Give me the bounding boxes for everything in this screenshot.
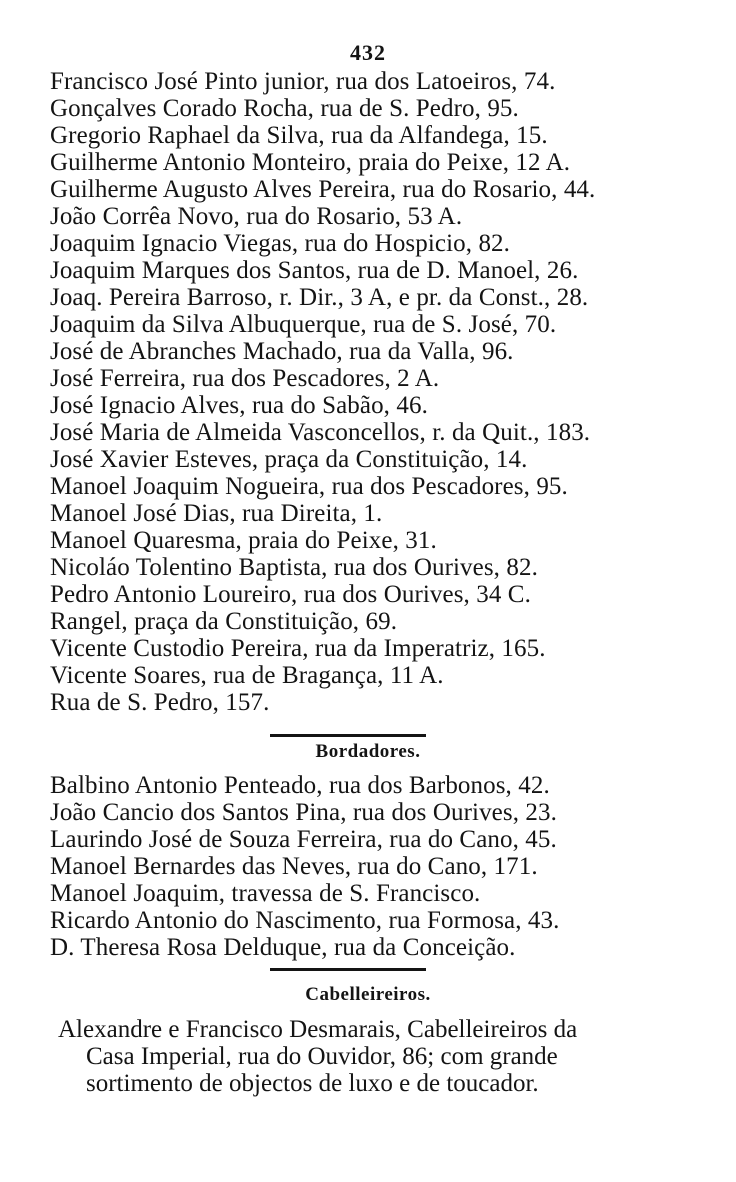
list-item: Manoel Joaquim Nogueira, rua dos Pescadores, 95. — [50, 473, 568, 500]
list-item: Francisco José Pinto junior, rua dos Latoeiros, 74. — [50, 68, 556, 95]
list-item: Joaq. Pereira Barroso, r. Dir., 3 A, e pr. da Const., 28. — [50, 284, 589, 311]
list-item: João Cancio dos Santos Pina, rua dos Ourives, 23. — [50, 799, 557, 826]
list-item: Vicente Custodio Pereira, rua da Imperatriz, 165. — [50, 635, 546, 662]
list-item: Joaquim Marques dos Santos, rua de D. Manoel, 26. — [50, 257, 579, 284]
list-item: Manoel Joaquim, travessa de S. Francisco. — [50, 880, 481, 907]
list-item: Manoel José Dias, rua Direita, 1. — [50, 500, 383, 527]
list-item: Pedro Antonio Loureiro, rua dos Ourives, 34 C. — [50, 581, 531, 608]
list-item: José Maria de Almeida Vasconcellos, r. da Quit., 183. — [50, 419, 591, 446]
list-item: Joaquim Ignacio Viegas, rua do Hospicio, 82. — [50, 230, 510, 257]
list-item: Gonçalves Corado Rocha, rua de S. Pedro, 95. — [50, 95, 519, 122]
section-heading-bordadores: Bordadores. — [315, 741, 421, 762]
list-item: D. Theresa Rosa Delduque, rua da Conceição. — [50, 934, 516, 961]
list-item: José de Abranches Machado, rua da Valla, 96. — [50, 338, 514, 365]
page-number: 432 — [350, 40, 386, 65]
list-item: Rangel, praça da Constituição, 69. — [50, 608, 398, 635]
list-item: Ricardo Antonio do Nascimento, rua Formosa, 43. — [50, 907, 560, 934]
list-item: José Ferreira, rua dos Pescadores, 2 A. — [50, 365, 440, 392]
list-item: Balbino Antonio Penteado, rua dos Barbonos, 42. — [50, 772, 550, 799]
list-item: Gregorio Raphael da Silva, rua da Alfandega, 15. — [50, 122, 548, 149]
list-item: José Xavier Esteves, praça da Constituição, 14. — [50, 446, 528, 473]
list-item: Guilherme Augusto Alves Pereira, rua do Rosario, 44. — [50, 176, 596, 203]
list-item: Manoel Quaresma, praia do Peixe, 31. — [50, 527, 437, 554]
bordadores-list — [50, 772, 690, 961]
section-heading-cabelleireiros: Cabelleireiros. — [305, 984, 431, 1005]
list-item: Joaquim da Silva Albuquerque, rua de S. José, 70. — [50, 311, 557, 338]
list-item: Manoel Bernardes das Neves, rua do Cano, 171. — [50, 853, 538, 880]
section-divider — [270, 734, 426, 737]
section-divider — [270, 968, 426, 971]
list-item: Laurindo José de Souza Ferreira, rua do Cano, 45. — [50, 826, 557, 853]
list-item: Nicoláo Tolentino Baptista, rua dos Ourives, 82. — [50, 554, 538, 581]
list-item: Rua de S. Pedro, 157. — [50, 689, 270, 716]
main-entry-list — [50, 68, 690, 716]
list-item: José Ignacio Alves, rua do Sabão, 46. — [50, 392, 428, 419]
list-item: João Corrêa Novo, rua do Rosario, 53 A. — [50, 203, 463, 230]
paragraph-line: Casa Imperial, rua do Ouvidor, 86; com grande — [86, 1043, 558, 1070]
cabelleireiros-entry — [58, 1016, 658, 1097]
paragraph-line: Alexandre e Francisco Desmarais, Cabelleireiros da — [58, 1016, 578, 1043]
paragraph-line: sortimento de objectos de luxo e de toucador. — [86, 1070, 539, 1097]
list-item: Guilherme Antonio Monteiro, praia do Peixe, 12 A. — [50, 149, 571, 176]
list-item: Vicente Soares, rua de Bragança, 11 A. — [50, 662, 444, 689]
